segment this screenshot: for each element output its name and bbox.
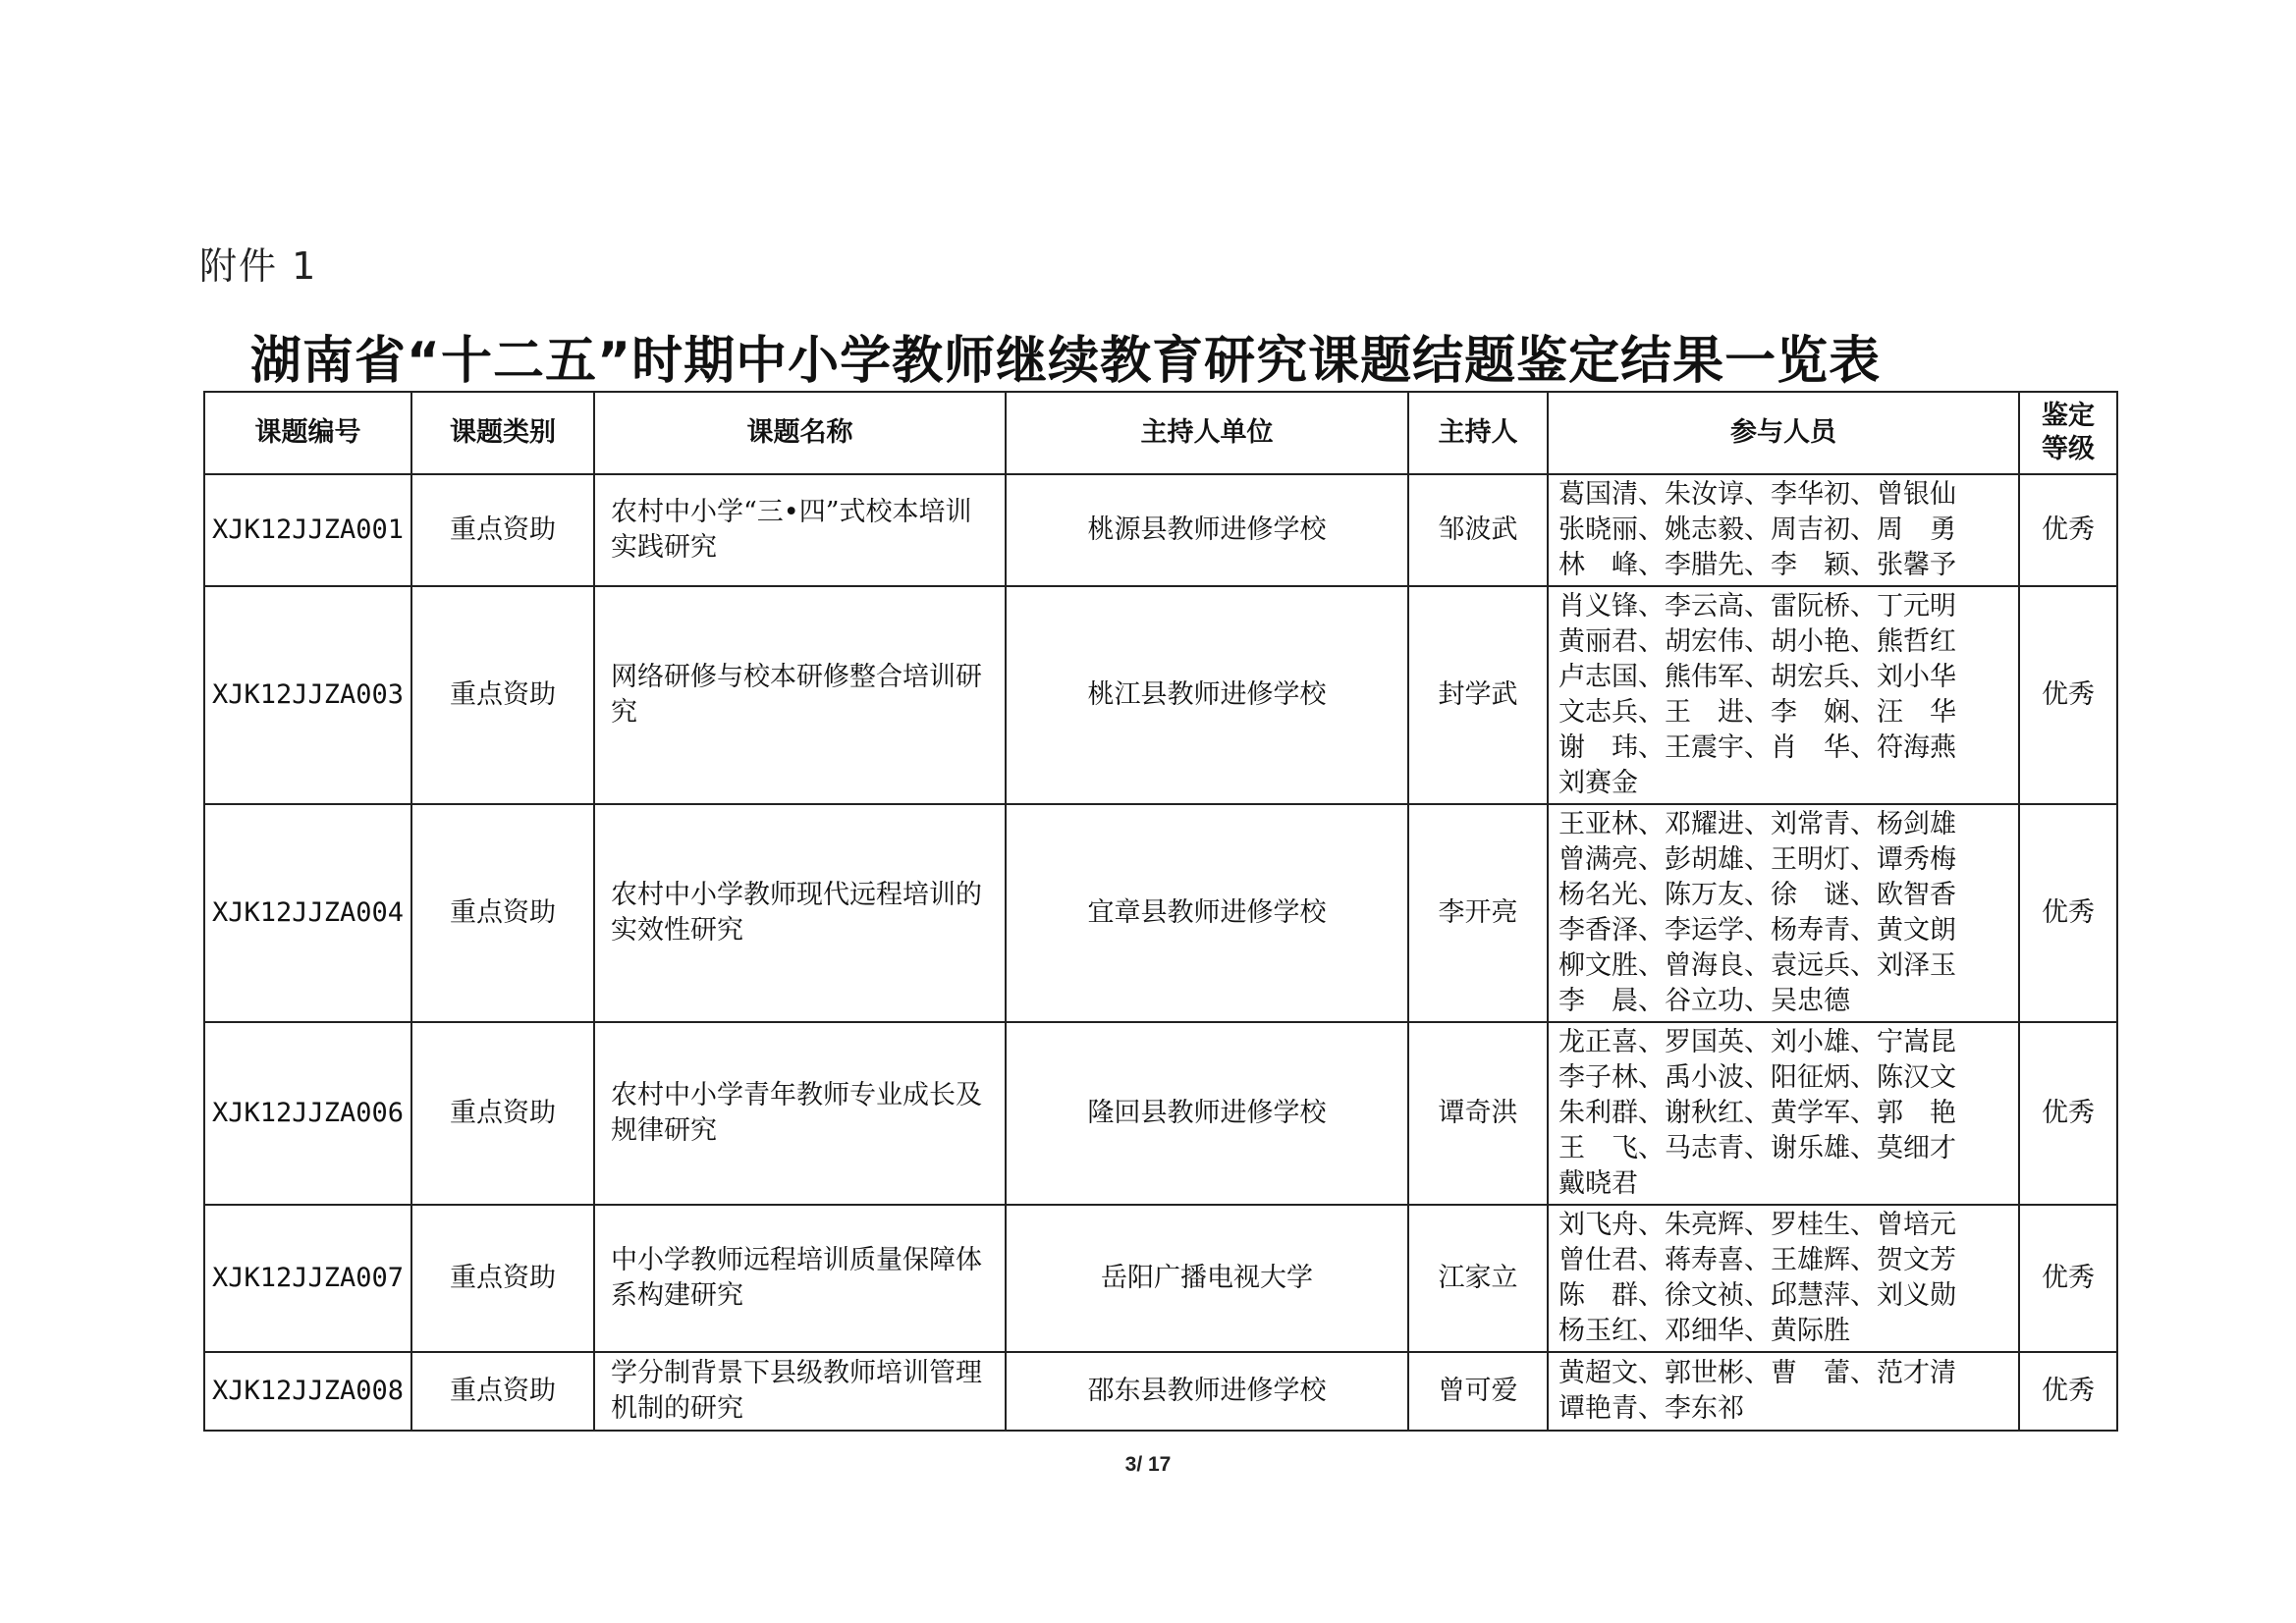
cell-category: 重点资助: [411, 1352, 594, 1431]
member-line: 谢 玮、王震宇、肖 华、符海燕: [1558, 732, 1956, 763]
cell-host: 封学武: [1408, 586, 1548, 804]
cell-unit: 桃江县教师进修学校: [1006, 586, 1408, 804]
cell-grade: 优秀: [2019, 1352, 2117, 1431]
cell-host: 邹波武: [1408, 474, 1548, 586]
cell-category: 重点资助: [411, 586, 594, 804]
header-code: 课题编号: [204, 392, 411, 474]
cell-unit: 隆回县教师进修学校: [1006, 1022, 1408, 1205]
member-line: 李子林、禹小波、阳征炳、陈汉文: [1558, 1062, 1956, 1093]
results-table: [203, 391, 2118, 1432]
cell-members: [1548, 1352, 2019, 1431]
cell-members: [1548, 1022, 2019, 1205]
header-category: 课题类别: [411, 392, 594, 474]
header-grade: [2019, 392, 2117, 474]
member-line: 陈 群、徐文祯、邱慧萍、刘义勋: [1558, 1280, 1956, 1311]
table-row: [204, 804, 2117, 1022]
cell-host: 江家立: [1408, 1205, 1548, 1352]
member-line: 王 飞、马志青、谢乐雄、莫细才: [1558, 1133, 1956, 1163]
table-body: [204, 474, 2117, 1431]
cell-members: [1548, 1205, 2019, 1352]
cell-grade: 优秀: [2019, 804, 2117, 1022]
cell-code: XJK12JJZA008: [204, 1352, 411, 1431]
cell-grade: 优秀: [2019, 1205, 2117, 1352]
table-row: [204, 1205, 2117, 1352]
cell-code: XJK12JJZA006: [204, 1022, 411, 1205]
cell-code: XJK12JJZA004: [204, 804, 411, 1022]
cell-code: XJK12JJZA003: [204, 586, 411, 804]
cell-unit: 宜章县教师进修学校: [1006, 804, 1408, 1022]
cell-grade: 优秀: [2019, 1022, 2117, 1205]
member-line: 肖义锋、李云高、雷阮桥、丁元明: [1558, 591, 1956, 622]
cell-code: XJK12JJZA001: [204, 474, 411, 586]
member-line: 黄丽君、胡宏伟、胡小艳、熊哲红: [1558, 626, 1956, 657]
header-unit: 主持人单位: [1006, 392, 1408, 474]
member-line: 曾满亮、彭胡雄、王明灯、谭秀梅: [1558, 844, 1956, 875]
cell-category: 重点资助: [411, 804, 594, 1022]
member-line: 王亚林、邓耀进、刘常青、杨剑雄: [1558, 809, 1956, 839]
member-line: 黄超文、郭世彬、曹 蕾、范才清: [1558, 1358, 1956, 1388]
table-row: [204, 1022, 2117, 1205]
member-line: 戴晓君: [1558, 1168, 1638, 1199]
cell-name: 网络研修与校本研修整合培训研究: [594, 586, 1006, 804]
cell-unit: 邵东县教师进修学校: [1006, 1352, 1408, 1431]
member-line: 葛国清、朱汝谆、李华初、曾银仙: [1558, 479, 1956, 510]
cell-unit: 岳阳广播电视大学: [1006, 1205, 1408, 1352]
table-header-row: [204, 392, 2117, 474]
cell-grade: 优秀: [2019, 586, 2117, 804]
header-members: 参与人员: [1548, 392, 2019, 474]
table-row: [204, 474, 2117, 586]
cell-members: [1548, 474, 2019, 586]
member-line: 李香泽、李运学、杨寿青、黄文朗: [1558, 915, 1956, 946]
attachment-label: 附件 1: [199, 244, 318, 288]
member-line: 杨名光、陈万友、徐 谜、欧智香: [1558, 880, 1956, 910]
member-line: 柳文胜、曾海良、袁远兵、刘泽玉: [1558, 950, 1956, 981]
member-line: 刘赛金: [1558, 768, 1638, 798]
member-line: 卢志国、熊伟军、胡宏兵、刘小华: [1558, 662, 1956, 692]
header-grade-line1: 鉴定: [2042, 401, 2095, 431]
member-line: 谭艳青、李东祁: [1558, 1393, 1744, 1424]
table-row: [204, 1352, 2117, 1431]
header-host: 主持人: [1408, 392, 1548, 474]
cell-category: 重点资助: [411, 474, 594, 586]
header-name: 课题名称: [594, 392, 1006, 474]
header-grade-line2: 等级: [2042, 434, 2095, 464]
cell-name: 农村中小学青年教师专业成长及规律研究: [594, 1022, 1006, 1205]
cell-host: 谭奇洪: [1408, 1022, 1548, 1205]
cell-category: 重点资助: [411, 1205, 594, 1352]
member-line: 李 晨、谷立功、吴忠德: [1558, 986, 1850, 1016]
cell-name: 学分制背景下县级教师培训管理机制的研究: [594, 1352, 1006, 1431]
cell-members: [1548, 804, 2019, 1022]
member-line: 朱利群、谢秋红、黄学军、郭 艳: [1558, 1098, 1956, 1128]
table-row: [204, 586, 2117, 804]
cell-unit: 桃源县教师进修学校: [1006, 474, 1408, 586]
member-line: 文志兵、王 进、李 娴、汪 华: [1558, 697, 1956, 728]
cell-host: 曾可爱: [1408, 1352, 1548, 1431]
member-line: 刘飞舟、朱亮辉、罗桂生、曾培元: [1558, 1210, 1956, 1240]
cell-members: [1548, 586, 2019, 804]
cell-name: 农村中小学“三•四”式校本培训实践研究: [594, 474, 1006, 586]
member-line: 曾仕君、蒋寿喜、王雄辉、贺文芳: [1558, 1245, 1956, 1275]
member-line: 张晓丽、姚志毅、周吉初、周 勇: [1558, 514, 1956, 545]
cell-host: 李开亮: [1408, 804, 1548, 1022]
cell-category: 重点资助: [411, 1022, 594, 1205]
member-line: 龙正喜、罗国英、刘小雄、宁嵩昆: [1558, 1027, 1956, 1057]
cell-name: 农村中小学教师现代远程培训的实效性研究: [594, 804, 1006, 1022]
member-line: 林 峰、李腊先、李 颖、张馨予: [1558, 550, 1956, 580]
cell-code: XJK12JJZA007: [204, 1205, 411, 1352]
cell-grade: 优秀: [2019, 474, 2117, 586]
document-title: 湖南省“十二五”时期中小学教师继续教育研究课题结题鉴定结果一览表: [249, 332, 1882, 391]
member-line: 杨玉红、邓细华、黄际胜: [1558, 1316, 1850, 1346]
cell-name: 中小学教师远程培训质量保障体系构建研究: [594, 1205, 1006, 1352]
page-number: 3/ 17: [1124, 1453, 1172, 1476]
